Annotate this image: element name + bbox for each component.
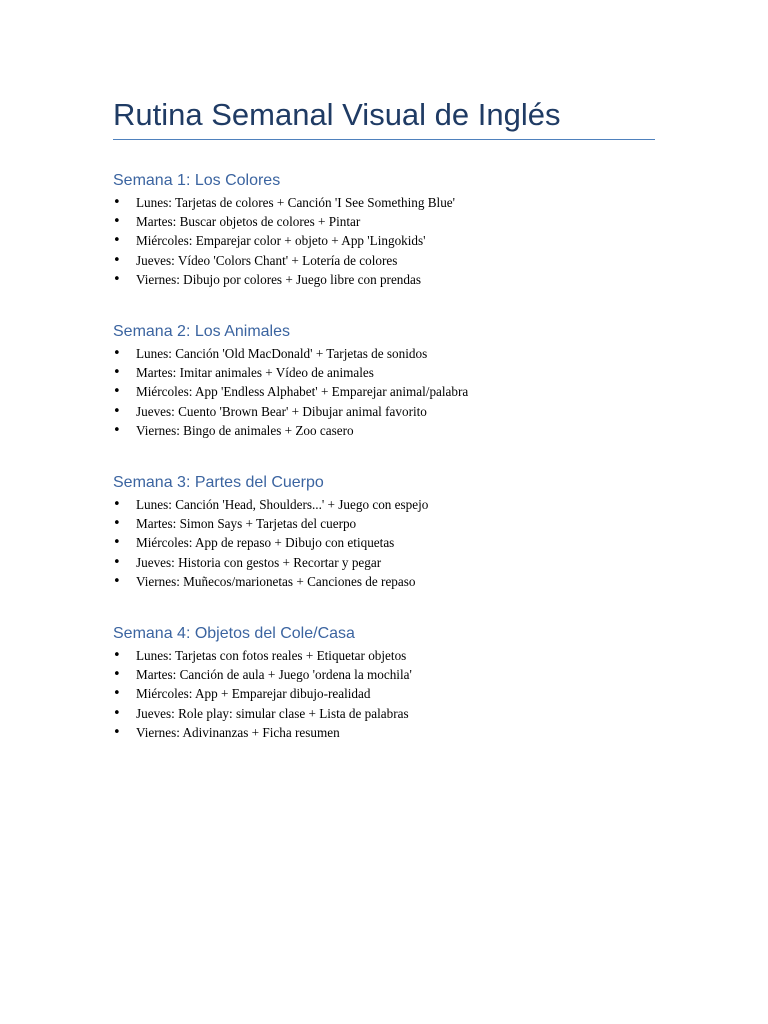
list-item (113, 684, 655, 703)
list-item (113, 251, 655, 270)
activity-text: Viernes: Bingo de animales + Zoo casero (136, 422, 354, 438)
list-item (113, 231, 655, 250)
activity-text: Viernes: Muñecos/marionetas + Canciones de repaso (136, 573, 416, 589)
list-item (113, 382, 655, 401)
bullet-icon: • (113, 497, 121, 513)
activity-text: Miércoles: Emparejar color + objeto + App 'Lingokids' (136, 233, 426, 249)
bullet-icon: • (113, 233, 121, 249)
week-section-2 (113, 322, 655, 440)
document-title: Rutina Semanal Visual de Inglés (113, 97, 561, 132)
activity-text: Martes: Simon Says + Tarjetas del cuerpo (136, 516, 357, 532)
list-item (113, 344, 655, 363)
activity-text: Lunes: Canción 'Old MacDonald' + Tarjetas de sonidos (136, 346, 428, 362)
bullet-icon: • (113, 365, 121, 381)
activity-text: Viernes: Dibujo por colores + Juego libre con prendas (136, 271, 421, 287)
bullet-icon: • (113, 346, 121, 362)
list-item (113, 665, 655, 684)
list-item (113, 723, 655, 742)
activity-text: Miércoles: App 'Endless Alphabet' + Emparejar animal/palabra (136, 384, 469, 400)
activity-text: Miércoles: App + Emparejar dibujo-realidad (136, 686, 371, 702)
bullet-icon: • (113, 535, 121, 551)
bullet-icon: • (113, 252, 121, 268)
activity-text: Viernes: Adivinanzas + Ficha resumen (136, 724, 340, 740)
bullet-icon: • (113, 195, 121, 210)
list-item (113, 193, 655, 212)
week-section-4 (113, 624, 655, 742)
activity-text: Lunes: Canción 'Head, Shoulders...' + Juego con espejo (136, 497, 429, 513)
list-item (113, 363, 655, 382)
bullet-icon: • (113, 705, 121, 721)
week-heading: Semana 2: Los Animales (113, 323, 290, 341)
list-item (113, 704, 655, 723)
bullet-icon: • (113, 573, 121, 589)
list-item (113, 421, 655, 440)
bullet-icon: • (113, 403, 121, 419)
bullet-icon: • (113, 384, 121, 400)
list-item (113, 495, 655, 514)
week-heading: Semana 4: Objetos del Cole/Casa (113, 625, 355, 643)
title-divider (113, 139, 655, 140)
list-item (113, 270, 655, 289)
bullet-icon: • (113, 648, 121, 664)
list-item (113, 533, 655, 552)
activity-text: Martes: Imitar animales + Vídeo de animales (136, 365, 374, 381)
list-item (113, 514, 655, 533)
activity-text: Jueves: Cuento 'Brown Bear' + Dibujar animal favorito (136, 403, 427, 419)
week-heading: Semana 3: Partes del Cuerpo (113, 474, 324, 492)
week-heading: Semana 1: Los Colores (113, 172, 281, 189)
bullet-icon: • (113, 214, 121, 230)
bullet-icon: • (113, 422, 121, 438)
bullet-icon: • (113, 724, 121, 740)
document-page (113, 0, 655, 742)
week-section-3 (113, 473, 655, 591)
bullet-icon: • (113, 554, 121, 570)
list-item (113, 646, 655, 665)
activity-text: Jueves: Role play: simular clase + Lista de palabras (136, 705, 409, 721)
list-item (113, 553, 655, 572)
activity-list (113, 646, 655, 742)
bullet-icon: • (113, 686, 121, 702)
bullet-icon: • (113, 516, 121, 532)
list-item (113, 572, 655, 591)
activity-text: Lunes: Tarjetas de colores + Canción 'I See Something Blue' (136, 195, 456, 210)
list-item (113, 212, 655, 231)
activity-list (113, 495, 655, 591)
activity-text: Lunes: Tarjetas con fotos reales + Etiquetar objetos (136, 648, 407, 664)
activity-text: Jueves: Vídeo 'Colors Chant' + Lotería de colores (136, 252, 398, 268)
bullet-icon: • (113, 667, 121, 683)
activity-text: Martes: Buscar objetos de colores + Pintar (136, 214, 361, 230)
list-item (113, 402, 655, 421)
activity-list (113, 344, 655, 440)
activity-list (113, 193, 655, 289)
activity-text: Jueves: Historia con gestos + Recortar y pegar (136, 554, 382, 570)
activity-text: Miércoles: App de repaso + Dibujo con etiquetas (136, 535, 395, 551)
activity-text: Martes: Canción de aula + Juego 'ordena la mochila' (136, 667, 412, 683)
week-section-1 (113, 171, 655, 289)
bullet-icon: • (113, 271, 121, 287)
